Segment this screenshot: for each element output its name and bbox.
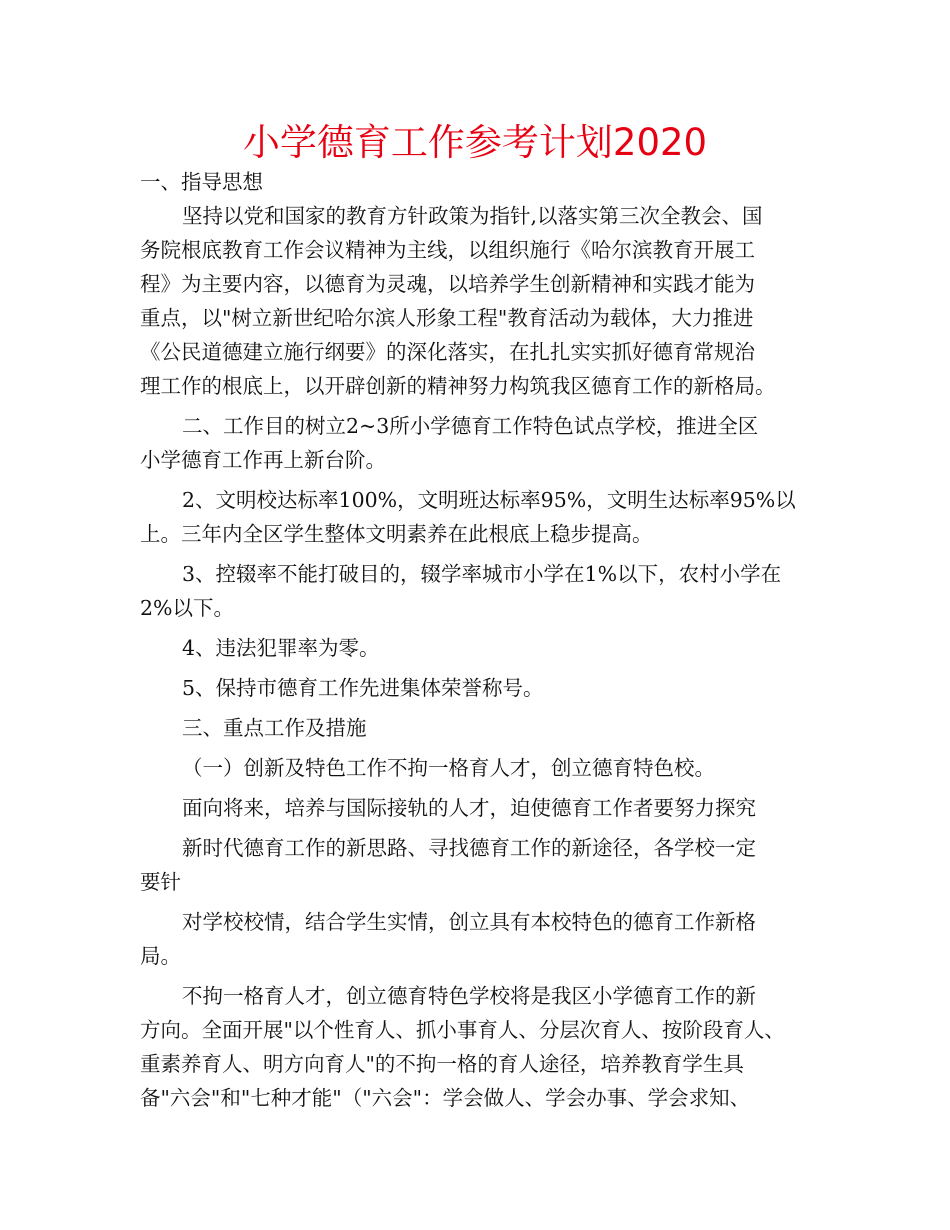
paragraph-line: 《公民道德建立施行纲要》的深化落实，在扎扎实实抓好德育常规治 [140, 340, 755, 364]
paragraph-line: 要针 [140, 870, 181, 894]
paragraph-line: 重素养育人、明方向育人"的不拘一格的育人途径，培养教育学生具 [140, 1052, 744, 1076]
paragraph-line: 新时代德育工作的新思路、寻找德育工作的新途径，各学校一定 [182, 836, 756, 860]
paragraph-line: 方向。全面开展"以个性育人、抓小事育人、分层次育人、按阶段育人、 [140, 1018, 785, 1042]
paragraph-line: 4、违法犯罪率为零。 [182, 636, 380, 660]
paragraph-line: 3、控辍率不能打破目的，辍学率城市小学在1%以下，农村小学在 [182, 562, 782, 586]
paragraph-line: 小学德育工作再上新台阶。 [140, 448, 386, 472]
paragraph-line: 不拘一格育人才，创立德育特色学校将是我区小学德育工作的新 [182, 984, 756, 1008]
paragraph-line: 务院根底教育工作会议精神为主线，以组织施行《哈尔滨教育开展工 [140, 238, 755, 262]
paragraph-line: 2%以下。 [140, 596, 235, 620]
paragraph-line: 坚持以党和国家的教育方针政策为指针,以落实第三次全教会、国 [182, 204, 763, 228]
document-body [140, 165, 830, 1115]
paragraph-line: 二、工作目的树立2~3所小学德育工作特色试点学校，推进全区 [182, 414, 759, 438]
paragraph-line: 程》为主要内容，以德育为灵魂，以培养学生创新精神和实践才能为 [140, 272, 755, 296]
section-heading: 三、重点工作及措施 [182, 716, 367, 740]
paragraph-line: 面向将来，培养与国际接轨的人才，迫使德育工作者要努力探究 [182, 796, 756, 820]
paragraph-line: 对学校校情，结合学生实情，创立具有本校特色的德育工作新格 [182, 910, 756, 934]
paragraph-line: 重点，以"树立新世纪哈尔滨人形象工程"教育活动为载体，大力推进 [140, 306, 754, 330]
paragraph-line: 理工作的根底上，以开辟创新的精神努力构筑我区德育工作的新格局。 [140, 374, 776, 398]
document-title: 小学德育工作参考计划2020 [242, 121, 708, 164]
paragraph-line: 局。 [140, 944, 181, 968]
paragraph-line: 上。三年内全区学生整体文明素养在此根底上稳步提高。 [140, 522, 653, 546]
paragraph-line: 备"六会"和"七种才能"（"六会"：学会做人、学会办事、学会求知、 [140, 1086, 751, 1110]
paragraph-line: 5、保持市德育工作先进集体荣誉称号。 [182, 676, 544, 700]
section-heading: 一、指导思想 [140, 170, 263, 194]
paragraph-line: 2、文明校达标率100%，文明班达标率95%，文明生达标率95%以 [182, 488, 796, 512]
subsection-heading: （一）创新及特色工作不拘一格育人才，创立德育特色校。 [182, 756, 715, 780]
